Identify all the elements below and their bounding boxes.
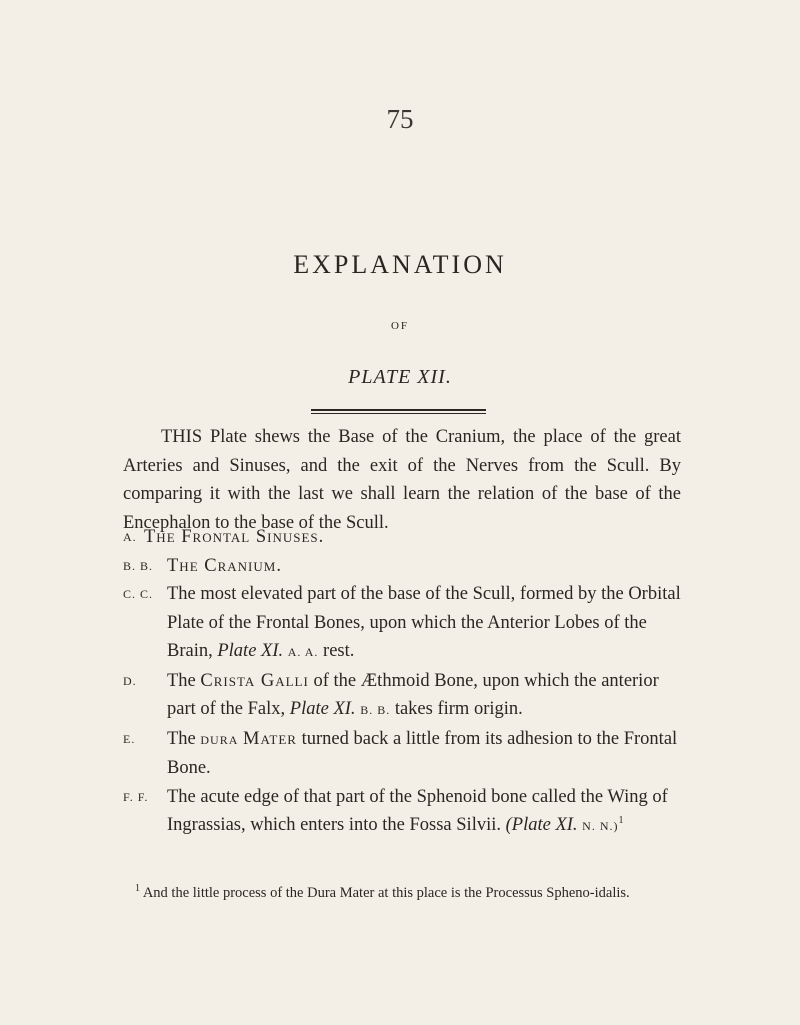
legend-entry-b xyxy=(123,552,681,581)
legend-term: DURA xyxy=(200,732,239,747)
legend-text: takes firm origin. xyxy=(394,699,523,719)
reference-letters: N. N.) xyxy=(582,819,619,833)
legend-text: The xyxy=(167,728,196,749)
legend-term: Crista Galli xyxy=(200,670,309,691)
plate-reference: Plate XI. xyxy=(289,699,356,719)
legend-key: C. C. xyxy=(123,587,154,601)
plate-legend-list xyxy=(0,523,800,841)
page-number: 75 xyxy=(386,104,414,134)
double-rule-divider xyxy=(311,409,486,414)
legend-text: The Frontal Sinuses. xyxy=(144,527,325,547)
footnote-text: And the little process of the Dura Mater at this place is the Processus Spheno-idalis. xyxy=(142,885,630,901)
legend-entry-c xyxy=(123,580,681,667)
legend-text: turned back a little from its adhesion to the Frontal Bone. xyxy=(167,728,678,778)
legend-key: A. xyxy=(123,530,137,544)
heading-plate-title: PLATE XII. xyxy=(348,366,452,388)
footnote-number: 1 xyxy=(135,883,140,895)
heading-explanation: EXPLANATION xyxy=(293,250,507,279)
legend-key: F. F. xyxy=(123,789,149,804)
heading-of: OF xyxy=(390,320,410,332)
legend-term: Mater xyxy=(243,728,297,749)
legend-entry-f xyxy=(123,783,681,841)
legend-text: The acute edge of that part of the Sphenoid bone called the Wing of Ingrassias, which enters into the Fossa Silvii. xyxy=(167,786,668,835)
legend-text: rest. xyxy=(323,641,355,661)
legend-text: The most elevated part of the base of the Scull, formed by the Orbital Plate of the Frontal Bones, upon which the Anterior Lobes of the Brain, xyxy=(167,584,681,661)
intro-paragraph: THIS Plate shews the Base of the Cranium, the place of the great Arteries and Sinuses, and the exit of the Nerves from the Scull. By comparing it with the last we shall learn the relation of the base of the Encephalon to the base of the Scull. xyxy=(123,427,681,533)
legend-entry-d xyxy=(123,667,681,725)
legend-key: D. xyxy=(123,673,137,688)
legend-entry-a xyxy=(123,523,681,552)
legend-key: B. B. xyxy=(123,558,154,573)
reference-letters: A. A. xyxy=(287,645,319,659)
legend-text: The xyxy=(167,670,196,691)
plate-reference: (Plate XI. xyxy=(505,815,578,835)
plate-reference: Plate XI. xyxy=(217,641,284,661)
legend-key: E. xyxy=(123,731,136,746)
legend-entry-e xyxy=(123,725,681,783)
footnote xyxy=(123,883,681,904)
legend-text: The Cranium. xyxy=(167,555,282,576)
reference-letters: B. B. xyxy=(360,703,391,717)
footnote-marker: 1 xyxy=(618,814,624,826)
legend-text: of the Æthmoid Bone, upon which the anterior part of the Falx, xyxy=(167,670,659,719)
